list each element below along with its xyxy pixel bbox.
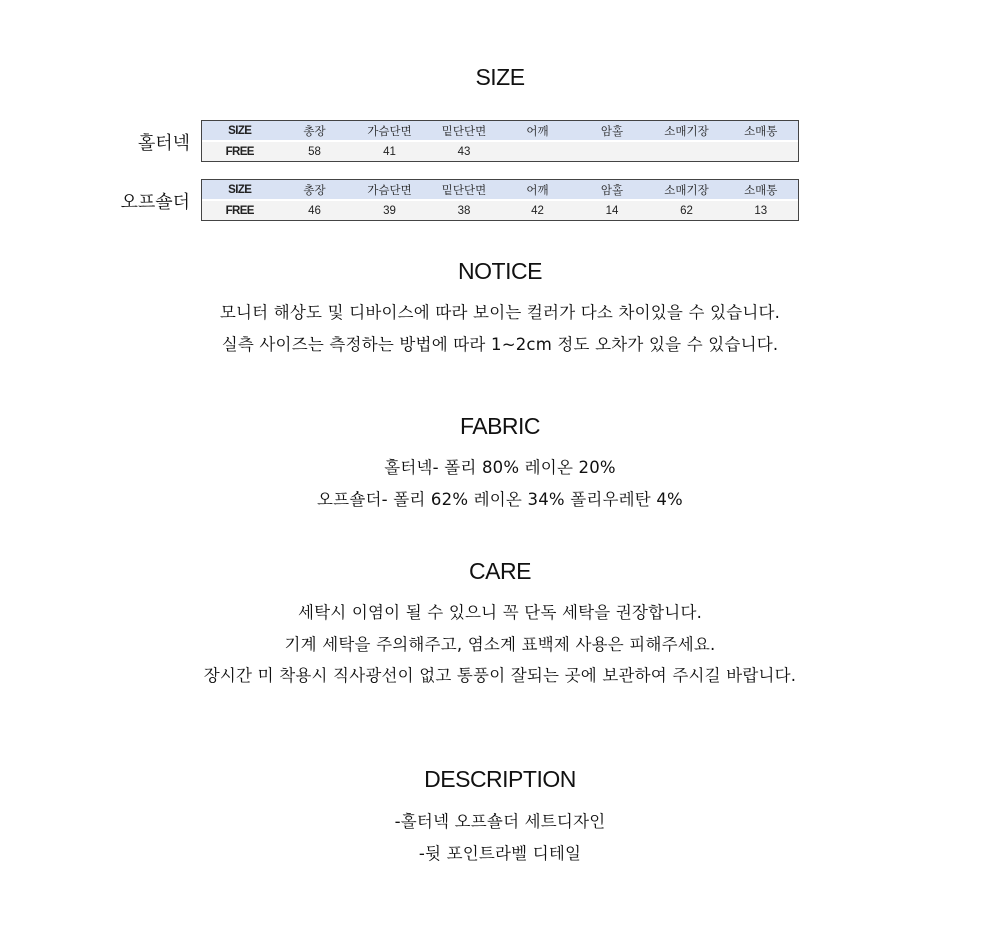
size-title: SIZE [475,64,525,90]
size-column-header: SIZE [202,121,278,141]
size-cell: 14 [575,201,650,221]
size-column-header: 밑단단면 [428,180,501,200]
size-column-header: 가슴단면 [352,121,428,141]
care-title: CARE [469,558,531,584]
size-table-header-row [202,121,799,141]
fabric-title: FABRIC [459,413,541,439]
size-column-header: 소매통 [724,121,799,141]
size-column-header: 밑단단면 [428,121,501,141]
size-table-header-row [202,180,799,200]
size-cell: 41 [352,142,428,162]
size-cell [724,142,799,162]
size-cell: 46 [278,201,352,221]
size-column-header: 어깨 [501,121,575,141]
size-table-offshoulder [201,179,799,221]
notice-line: 실측 사이즈는 측정하는 방법에 따라 1~2cm 정도 오차가 있을 수 있습니다. [221,335,779,354]
notice-title: NOTICE [458,258,542,284]
size-cell: 42 [501,201,575,221]
size-table-label-halterneck: 홀터넥 [137,133,190,154]
size-column-header: 소매기장 [650,180,724,200]
size-cell: 58 [278,142,352,162]
size-column-header: 암홀 [575,121,650,141]
size-column-header: 소매기장 [650,121,724,141]
size-column-header: 가슴단면 [352,180,428,200]
care-line: 세탁시 이염이 될 수 있으니 꼭 단독 세탁을 권장합니다. [297,603,703,622]
notice-line: 모니터 해상도 및 디바이스에 따라 보이는 컬러가 다소 차이있을 수 있습니다. [219,303,781,322]
size-column-header: 총장 [278,121,352,141]
description-line: -홀터넥 오프숄더 세트디자인 [394,812,606,831]
size-column-header: 어깨 [501,180,575,200]
size-cell: FREE [202,201,278,221]
size-column-header: 소매통 [724,180,799,200]
size-cell [501,142,575,162]
size-cell: 43 [428,142,501,162]
description-line: -뒷 포인트라벨 디테일 [418,844,582,863]
table-row [202,142,799,162]
size-cell: 62 [650,201,724,221]
size-cell: FREE [202,142,278,162]
size-column-header: 총장 [278,180,352,200]
size-cell [650,142,724,162]
description-title: DESCRIPTION [424,766,576,792]
size-table-label-offshoulder: 오프숄더 [120,192,190,213]
size-column-header: 암홀 [575,180,650,200]
fabric-line: 홀터넥- 폴리 80% 레이온 20% [384,458,616,477]
size-table-halterneck [201,120,799,162]
care-line: 기계 세탁을 주의해주고, 염소계 표백제 사용은 피해주세요. [284,635,716,654]
fabric-line: 오프숄더- 폴리 62% 레이온 34% 폴리우레탄 4% [317,490,683,509]
size-cell: 39 [352,201,428,221]
size-column-header: SIZE [202,180,278,200]
size-cell [575,142,650,162]
size-cell: 13 [724,201,799,221]
size-cell: 38 [428,201,501,221]
care-line: 장시간 미 착용시 직사광선이 없고 통풍이 잘되는 곳에 보관하여 주시길 바랍니다. [203,666,797,685]
table-row [202,201,799,221]
